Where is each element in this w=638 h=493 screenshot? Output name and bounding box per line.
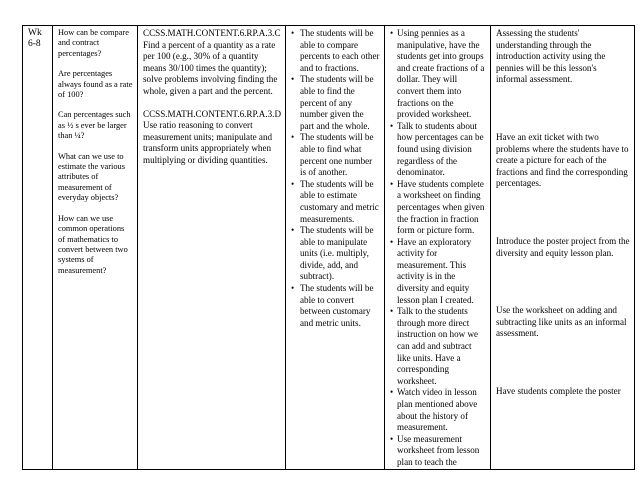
bullet-icon: •: [291, 132, 295, 143]
bullet-icon: •: [390, 306, 394, 317]
bullet-icon: •: [390, 433, 394, 444]
objectives-list: [291, 28, 380, 329]
bullet-icon: •: [291, 28, 295, 38]
list-item: • The students will be able to find the percent of any number given the part and the whole.: [291, 74, 374, 131]
week-cell: [23, 26, 53, 470]
list-item: • The students will be able to manipulate units (i.e. multiply, divide, add, and subtract).: [291, 225, 374, 282]
bullet-icon: •: [291, 74, 295, 85]
assessment-item: Have students complete the poster: [496, 385, 621, 396]
curriculum-table: [22, 25, 635, 470]
bullet-icon: •: [390, 120, 394, 131]
question-item: Can percentages such as ½ s ever be larger than ¼?: [58, 110, 131, 141]
bullet-icon: •: [390, 28, 394, 38]
assessment-item: Assessing the students' understanding through the introduction activity using the pennies will be this lesson's informal assessment.: [496, 28, 606, 85]
bullet-icon: •: [291, 283, 295, 294]
list-item: • Have an exploratory activity for measurement. This activity is in the diversity and equity lesson plan I created.: [390, 236, 474, 305]
activities-list: [390, 28, 486, 469]
standards-cell: [138, 26, 286, 470]
question-item: How can we use common operations of mathematics to convert between two systems of measurement?: [58, 213, 128, 275]
bullet-icon: •: [390, 236, 394, 247]
list-item: • Talk to students about how percentages can be found using division regardless of the denominator.: [390, 120, 484, 178]
assessments-cell: [491, 26, 635, 470]
list-item: • Use measurement worksheet from lesson plan to teach the: [390, 433, 480, 467]
list-item: • Have students complete a worksheet on finding percentages when given the fraction in fraction form or picture form.: [390, 178, 485, 236]
table-row: [23, 26, 635, 470]
bullet-icon: •: [390, 178, 394, 189]
list-item: • The students will be able to compare percents to each other and to fractions.: [291, 28, 380, 73]
list-item: • The students will be able to convert between customary and metric units.: [291, 283, 374, 328]
assessment-item: Introduce the poster project from the diversity and equity lesson plan.: [496, 235, 630, 258]
list-item: • The students will be able to estimate customary and metric measurements.: [291, 178, 379, 224]
bullet-icon: •: [291, 225, 295, 236]
bullet-icon: •: [390, 387, 394, 398]
essential-questions-cell: [53, 26, 138, 470]
list-item: • The students will be able to find what percent one number is of another.: [291, 132, 374, 178]
assessment-item: Use the worksheet on adding and subtracting like units as an informal assessment.: [496, 305, 627, 339]
question-item: What can we use to estimate the various attributes of measurement of everyday objects?: [58, 151, 125, 203]
list-item: • Talk to the students through more direct instruction on how we can add and subtract like units. Have a corresponding worksheet.: [390, 306, 479, 386]
standard-item: CCSS.MATH.CONTENT.6.RP.A.3.C Find a percent of a quantity as a rate per 100 (e.g., 30% of a quantity means 30/100 times the quantity); solve problems involving finding the whole, given a part and the percent.: [143, 28, 281, 96]
week-label: Wk 6-8: [28, 28, 42, 49]
bullet-icon: •: [291, 178, 295, 189]
list-item: • Using pennies as a manipulative, have the students get into groups and create fractions of a dollar. They will convert them into fractions on the provided worksheet.: [390, 28, 485, 120]
question-item: Are percentages always found as a rate of 100?: [58, 69, 133, 100]
question-item: How can be compare and contract percentages?: [58, 28, 129, 58]
objectives-cell: [286, 26, 385, 470]
activities-cell: [385, 26, 491, 470]
list-item: • Watch video in lesson plan mentioned above about the history of measurement.: [390, 387, 478, 433]
assessment-item: Have an exit ticket with two problems where the students have to create a picture for each of the fractions and find the corresponding percentages.: [496, 131, 629, 189]
standard-item: CCSS.MATH.CONTENT.6.RP.A.3.D Use ratio reasoning to convert measurement units; manipulate and transform units appropriately when multiplying or dividing quantities.: [143, 108, 282, 165]
